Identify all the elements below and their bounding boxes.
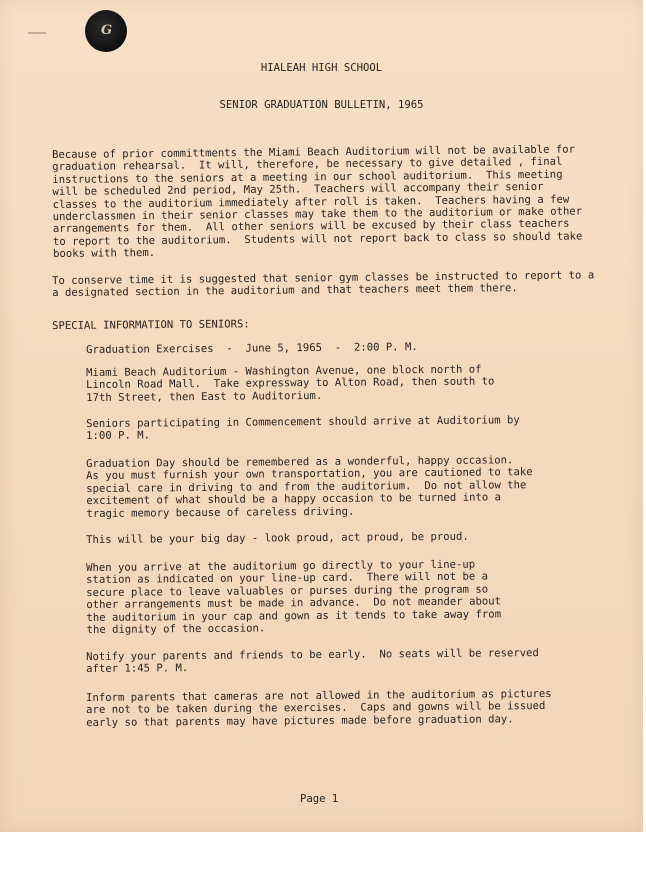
pencil-mark [28,32,46,34]
info-item-arrival: Seniors participating in Commencement should arrive at Auditorium by 1:00 P. M. [86,414,520,443]
info-item-location: Miami Beach Auditorium - Washington Avenue, one block north of Lincoln Road Mall. Take expressway to Alton Road, then south to 17th Street, then East to Auditorium. [86,363,495,404]
section-heading: SPECIAL INFORMATION TO SENIORS: [52,318,250,332]
info-item-cameras: Inform parents that cameras are not allowed in the auditorium as pictures are not to be taken during the exercises. Caps and gowns will be issued early so that parents may have pictures made before graduation day. [86,687,552,729]
info-item-exercises: Graduation Exercises - June 5, 1965 - 2:00 P. M. [86,341,418,356]
info-item-big-day: This will be your big day - look proud, act proud, be proud. [86,530,469,546]
seal-monogram: G [100,22,112,38]
bulletin-title: SENIOR GRADUATION BULLETIN, 1965 [219,99,424,111]
gym-classes-paragraph: To conserve time it is suggested that senior gym classes be instructed to report to a a designated section in the auditorium and that teachers meet them there. [52,269,595,300]
intro-paragraph: Because of prior committments the Miami Beach Auditorium will not be available for graduation rehearsal. It will, therefore, be necessary to give detailed , final instructions to the seniors at a meeting in our school auditorium. This meeting will be scheduled 2nd period, May 25th. Teachers will accompany their senior classes to the auditorium immediately after roll is taken. Teachers having a few underclassmen in their senior classes may take them to the auditorium or make other arrangements for them. All other seniors will be excused by their class teachers to report to the auditorium. Students will not report back to class so should take books with them. [52,143,583,261]
info-item-line-up: When you arrive at the auditorium go directly to your line-up station as indicated on your line-up card. There will not be a secure place to leave valuables or purses during the program so other arrangements must be made in advance. Do not meander about the auditorium in your cap and gown as it tends to take away from the dignity of the occasion. [86,558,502,637]
school-name: HIALEAH HIGH SCHOOL [260,62,383,74]
info-item-seating: Notify your parents and friends to be early. No seats will be reserved after 1:45 P. M. [86,647,539,676]
page-number: Page 1 [300,793,339,805]
monogram-seal-icon [85,10,127,52]
info-item-driving: Graduation Day should be remembered as a wonderful, happy occasion. As you must furnish your own transportation, you are cautioned to take special care in driving to and from the auditorium. Do not allow the excitement of what should be a happy occasion to be turned into a tragic memory because of careless driving. [86,454,533,520]
